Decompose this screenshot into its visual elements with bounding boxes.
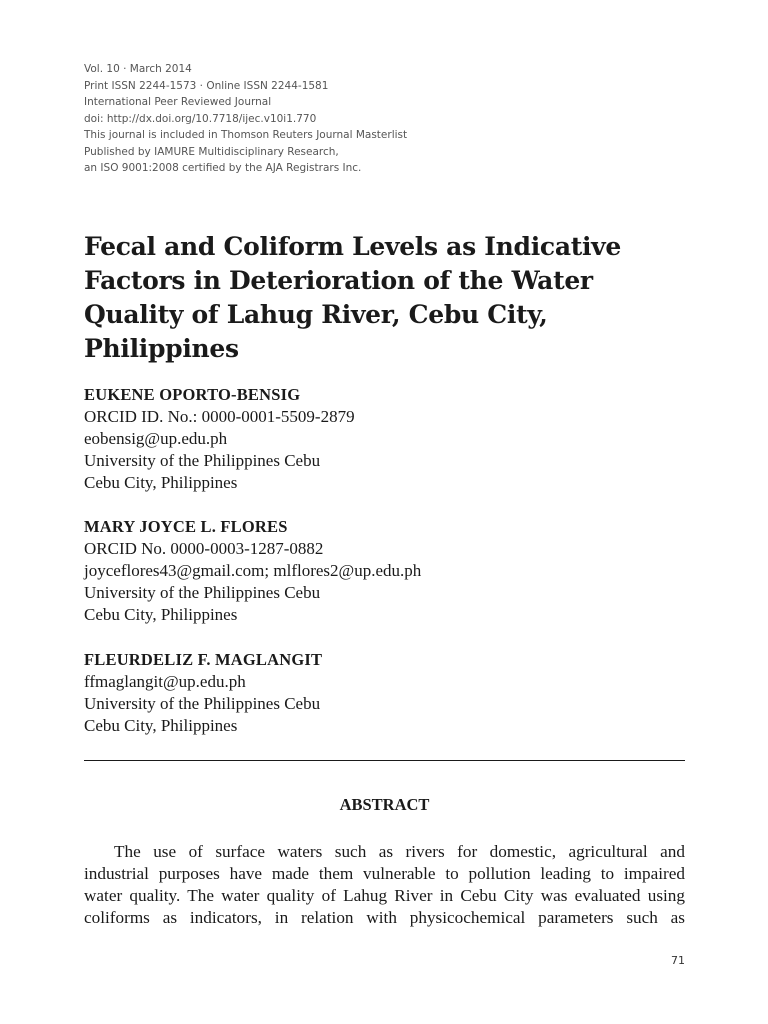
page-number: 71: [671, 954, 685, 967]
abstract-line: The use of surface waters such as rivers for domestic, agricultural and: [114, 842, 685, 861]
author-affiliation: University of the Philippines Cebu: [84, 451, 321, 470]
author-name: EUKENE OPORTO-BENSIG: [84, 385, 301, 404]
paper-title-line: Fecal and Coliform Levels as Indicative: [84, 232, 622, 261]
author-block: [84, 384, 684, 494]
abstract-heading: ABSTRACT: [339, 795, 430, 814]
abstract-text: [84, 841, 685, 929]
journal-volume-date: Vol. 10 · March 2014: [84, 63, 192, 75]
abstract-line: water quality. The water quality of Lahug River in Cebu City was evaluated using: [84, 886, 685, 905]
paper-title: [84, 230, 684, 366]
journal-doi: doi: http://dx.doi.org/10.7718/ijec.v10i1.770: [84, 112, 317, 125]
journal-info: [84, 61, 407, 177]
journal-publisher: Published by IAMURE Multidisciplinary Research,: [84, 145, 339, 158]
author-orcid: ORCID ID. No.: 0000-0001-5509-2879: [84, 407, 355, 426]
journal-issn: Print ISSN 2244-1573 · Online ISSN 2244-1581: [84, 79, 329, 92]
author-affiliation: University of the Philippines Cebu: [84, 583, 321, 602]
author-block: [84, 516, 684, 626]
paper-title-line: Factors in Deterioration of the Water: [84, 266, 593, 295]
author-location: Cebu City, Philippines: [84, 605, 238, 624]
abstract-line: coliforms as indicators, in relation with physicochemical parameters such as: [84, 908, 685, 927]
author-name: FLEURDELIZ F. MAGLANGIT: [84, 650, 323, 669]
author-orcid: ORCID No. 0000-0003-1287-0882: [84, 539, 324, 558]
author-affiliation: University of the Philippines Cebu: [84, 694, 321, 713]
author-block: [84, 649, 684, 737]
author-email: ffmaglangit@up.edu.ph: [84, 672, 246, 691]
abstract-line: industrial purposes have made them vulnerable to pollution leading to impaired: [84, 864, 685, 883]
author-location: Cebu City, Philippines: [84, 716, 238, 735]
paper-title-line: Philippines: [84, 334, 239, 363]
author-name: MARY JOYCE L. FLORES: [84, 517, 288, 536]
journal-indexing: This journal is included in Thomson Reuters Journal Masterlist: [84, 129, 408, 141]
author-email: joyceflores43@gmail.com; mlflores2@up.edu.ph: [84, 561, 422, 580]
journal-certification: an ISO 9001:2008 certified by the AJA Registrars Inc.: [84, 162, 362, 174]
author-location: Cebu City, Philippines: [84, 473, 238, 492]
section-divider: [84, 760, 685, 761]
author-email: eobensig@up.edu.ph: [84, 429, 228, 448]
paper-title-line: Quality of Lahug River, Cebu City,: [84, 300, 548, 329]
journal-type: International Peer Reviewed Journal: [84, 96, 272, 108]
